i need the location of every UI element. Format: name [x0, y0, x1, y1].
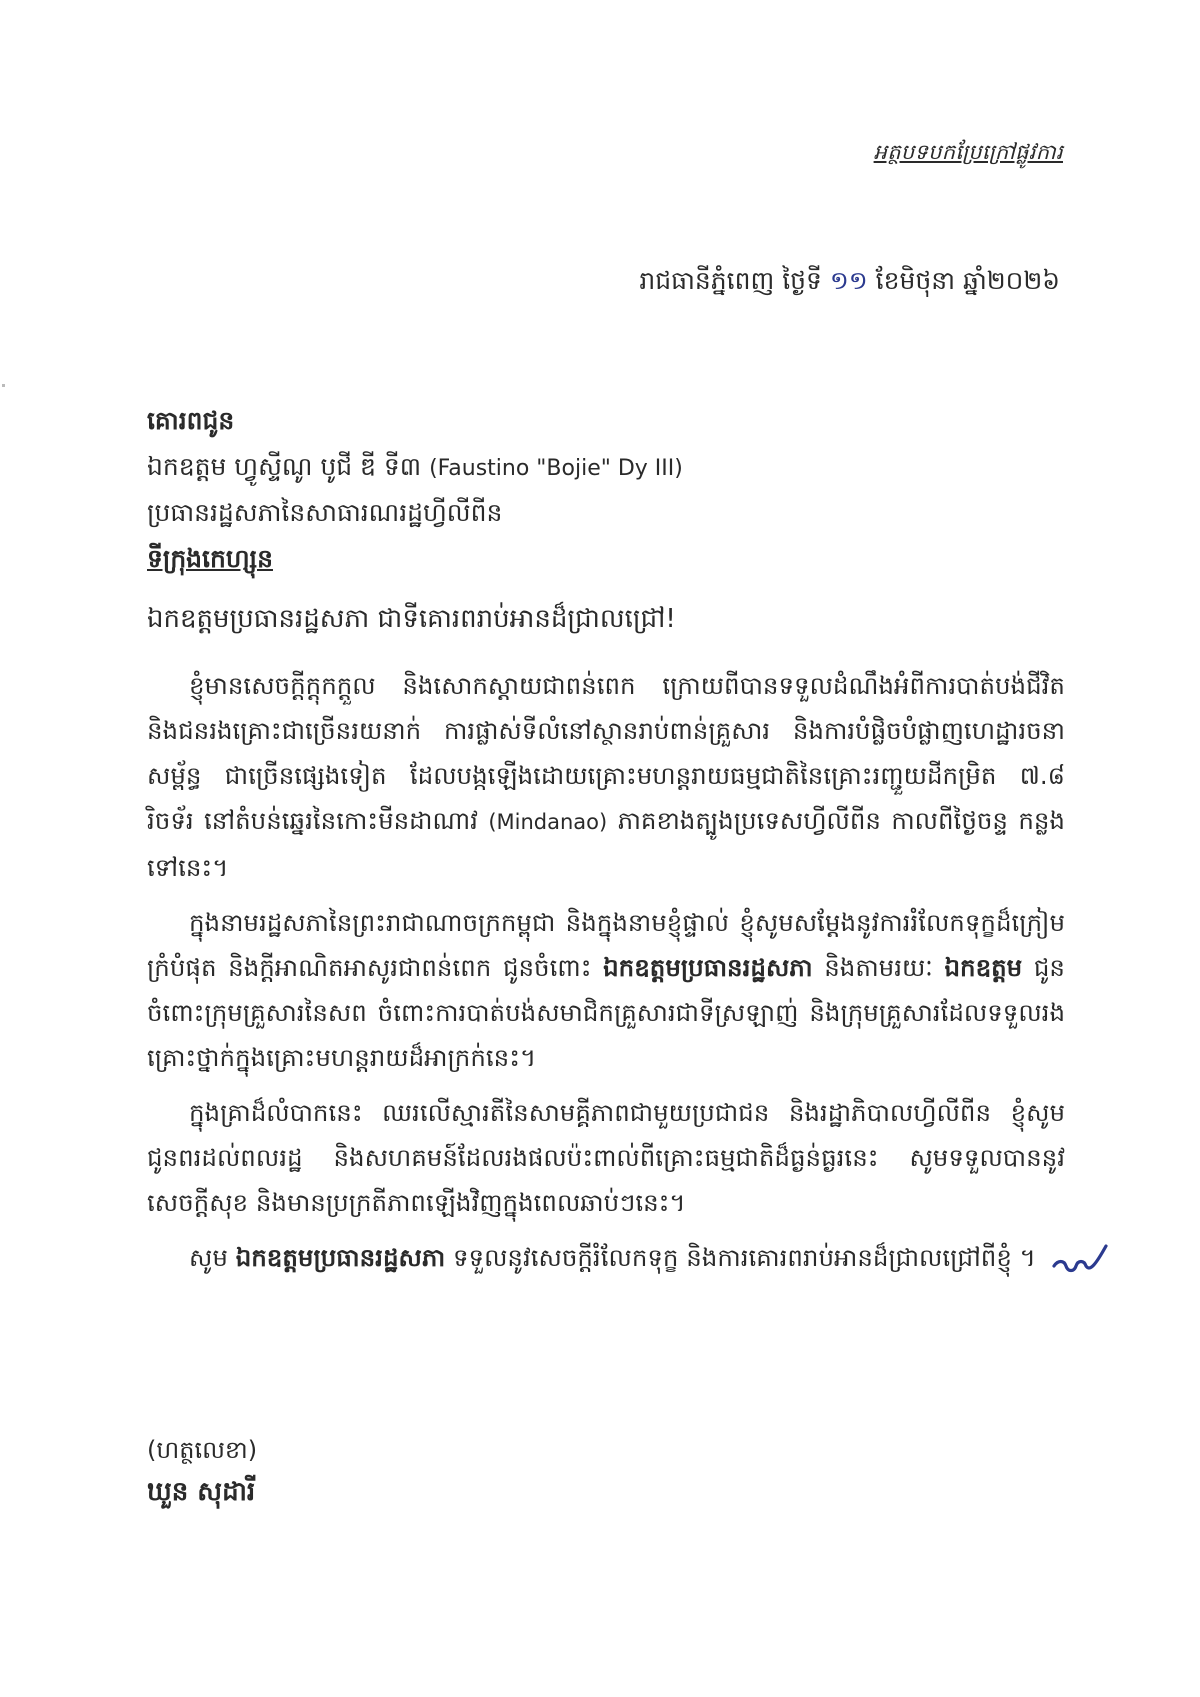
closing-line	[147, 1235, 1065, 1280]
signature-label: (ហត្ថលេខា)	[147, 1436, 258, 1464]
paragraph-1	[147, 663, 1065, 890]
recipient-city: ទីក្រុងកេហ្សុន	[147, 544, 273, 573]
unofficial-translation-note: អត្ថបទបកប្រែក្រៅផ្លូវការ	[873, 140, 1063, 164]
recipient-name-latin: (Faustino "Bojie" Dy III)	[429, 456, 683, 481]
date-prefix: រាជធានីភ្នំពេញ ថ្ងៃទី	[639, 266, 822, 295]
signatory-name: ឃួន សុដារី	[147, 1477, 256, 1507]
recipient-name	[147, 444, 1067, 490]
paragraph-2	[147, 900, 1065, 1080]
recipient-title: ប្រធានរដ្ឋសភានៃសាធារណរដ្ឋហ្វីលីពីន	[147, 498, 503, 527]
paragraph-2-bold-1: ឯកឧត្តមប្រធានរដ្ឋសភា	[603, 953, 813, 982]
date-line	[639, 266, 1060, 302]
closing-flourish-icon	[1050, 1242, 1108, 1276]
paragraph-1-latin: (Mindanao)	[488, 810, 608, 834]
recipient-block	[147, 398, 1067, 582]
letter-body	[147, 663, 1065, 1280]
paragraph-2-part-c: ជូនចំពោះក្រុមគ្រួសារនៃសព ចំពោះការបាត់បង់សមាជិកគ្រួសារជាទីស្រឡាញ់ និងក្រុមគ្រួសារដែលទទួលរងគ្រោះថ្នាក់ក្នុងគ្រោះមហន្តរាយដ៏អាក្រក់នេះ។	[147, 953, 1065, 1072]
paragraph-1-part-a: ខ្ញុំមានសេចក្ដីក្ដុកក្ដួល និងសោកស្ដាយជាពន់ពេក ក្រោយពីបានទទួលដំណឹងអំពីការបាត់បង់ជីវិត និងជនរងគ្រោះជាច្រើនរយនាក់ ការផ្លាស់ទីលំនៅស្ថានរាប់ពាន់គ្រួសារ និងការបំផ្លិចបំផ្លាញហេដ្ឋារចនាសម្ព័ន្ធ ជាច្រើនផ្សេងទៀត ដែលបង្កឡើងដោយគ្រោះមហន្តរាយធម្មជាតិនៃគ្រោះរញ្ជួយដីកម្រិត ៧.៨ រិចទ័រ នៅតំបន់ឆ្នេរនៃកោះមីនដាណាវ	[147, 671, 1065, 835]
scan-margin-speck	[2, 384, 5, 387]
paragraph-2-part-b: និងតាមរយៈ	[824, 953, 933, 982]
to-label: គោរពជូន	[147, 406, 235, 435]
closing-part-a: សូម	[189, 1243, 228, 1272]
paragraph-2-bold-2: ឯកឧត្តម	[944, 953, 1023, 982]
date-suffix: ខែមិថុនា ឆ្នាំ២០២៦	[875, 266, 1060, 295]
paragraph-2-part-a: ក្នុងនាមរដ្ឋសភានៃព្រះរាជាណាចក្រកម្ពុជា និងក្នុងនាមខ្ញុំផ្ទាល់ ខ្ញុំសូមសម្ដែងនូវការរំលែកទុក្ខដ៏ក្រៀមក្រំបំផុត និងក្ដីអាណិតអាសូរជាពន់ពេក ជូនចំពោះ	[147, 908, 1065, 982]
date-day: ១១	[829, 266, 868, 295]
salutation: ឯកឧត្តមប្រធានរដ្ឋសភា ជាទីគោរពរាប់អានដ៏ជ្រាលជ្រៅ!	[147, 604, 676, 634]
paragraph-3: ក្នុងគ្រាដ៏លំបាកនេះ ឈរលើស្មារតីនៃសាមគ្គីភាពជាមួយប្រជាជន និងរដ្ឋាភិបាលហ្វីលីពីន ខ្ញុំសូមជូនពរដល់ពលរដ្ឋ និងសហគមន៍ដែលរងផលប៉ះពាល់ពីគ្រោះធម្មជាតិដ៏ធ្ងន់ធ្ងរនេះ សូមទទួលបាននូវសេចក្ដីសុខ និងមានប្រក្រតីភាពឡើងវិញក្នុងពេលឆាប់ៗនេះ។	[147, 1098, 1065, 1217]
closing-part-b: ទទួលនូវសេចក្ដីរំលែកទុក្ខ និងការគោរពរាប់អានដ៏ជ្រាលជ្រៅពីខ្ញុំ ។	[452, 1243, 1036, 1272]
closing-bold: ឯកឧត្តមប្រធានរដ្ឋសភា	[235, 1243, 446, 1272]
signature-block	[147, 1430, 257, 1514]
paragraph-1-part-b: ភាគខាងត្បូងប្រទេសហ្វីលីពីន កាលពីថ្ងៃចន្ទ កន្លងទៅនេះ។	[147, 806, 1065, 882]
recipient-name-khmer: ឯកឧត្តម ហ្វូស្ទីណូ បូជី ឌី ទី៣	[147, 452, 422, 481]
